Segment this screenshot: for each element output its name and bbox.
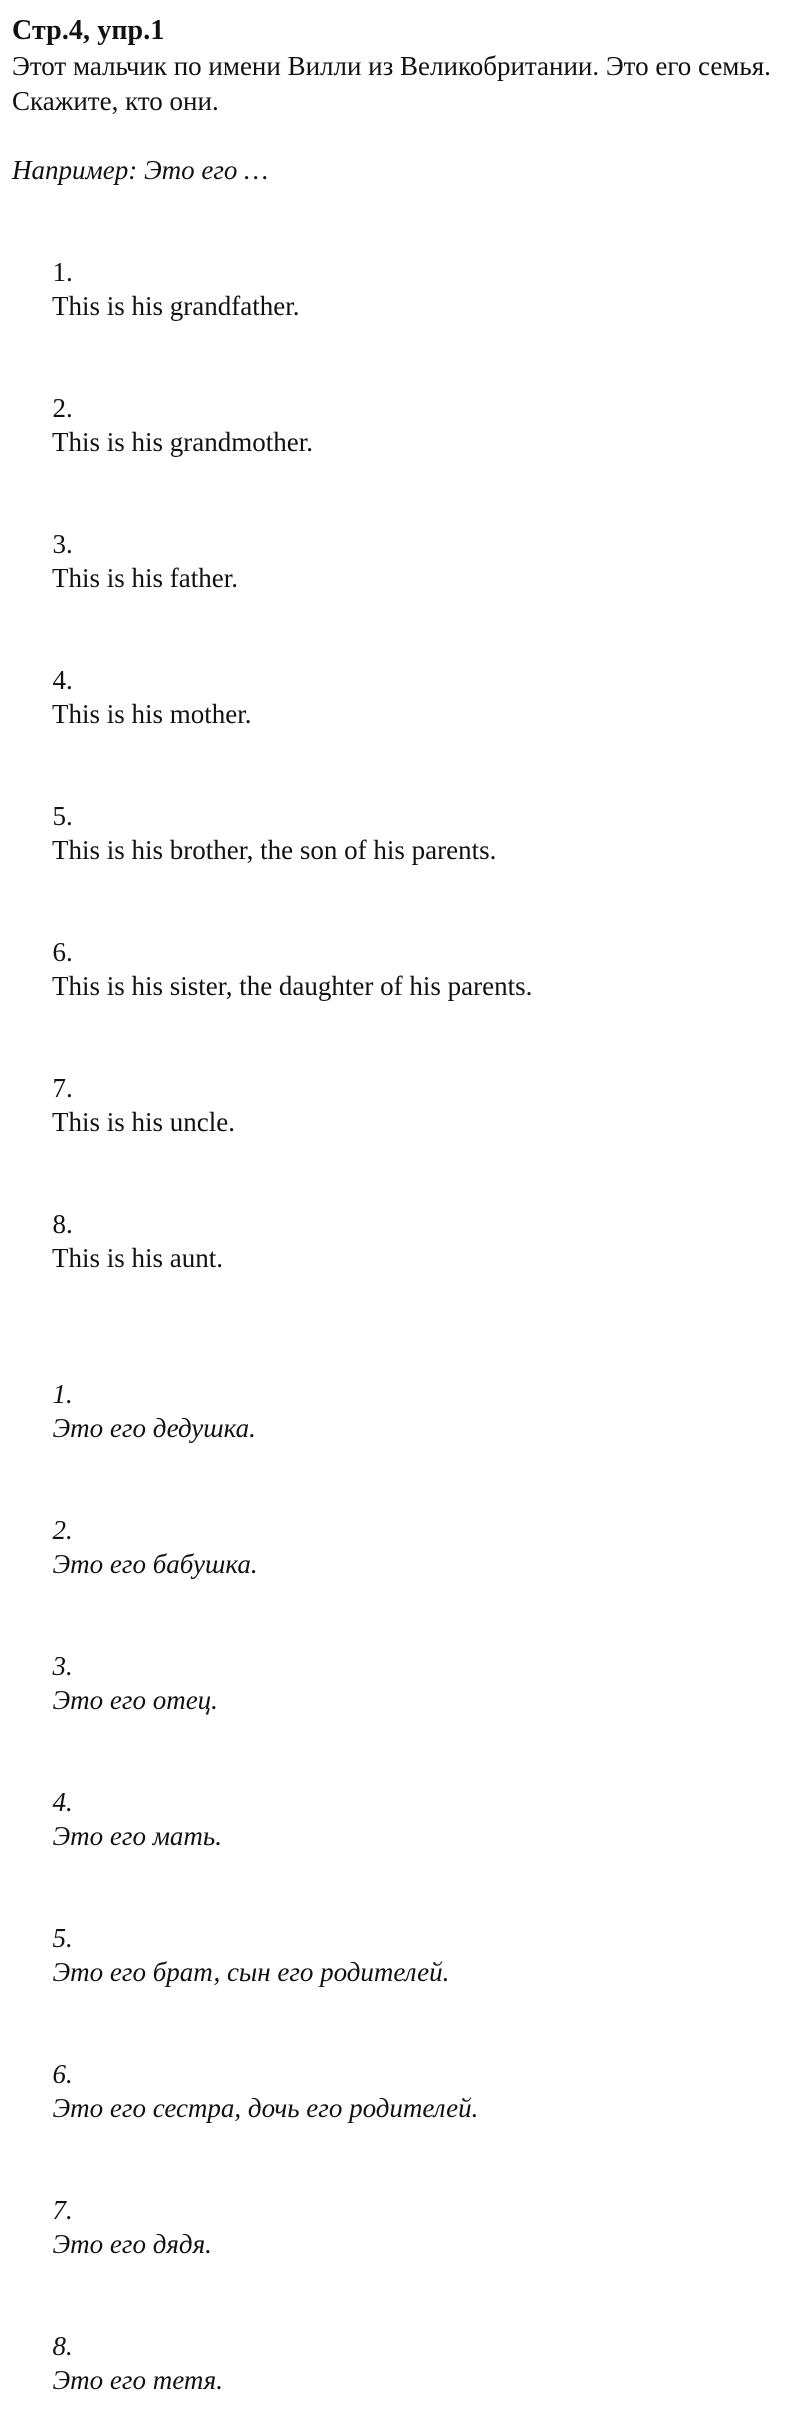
- list-item-number: 2.: [52, 393, 73, 423]
- task-instructions: Этот мальчик по имени Вилли из Великобритании. Это его семья. Скажите, кто они.: [12, 51, 771, 116]
- example-line: Например: Это его …: [12, 155, 269, 185]
- list-item-number: 4.: [52, 665, 73, 695]
- list-item: [12, 1173, 790, 1309]
- list-item-number: 3.: [52, 1651, 73, 1681]
- list-item: [12, 1479, 790, 1615]
- paragraph-spacer-2: [12, 187, 790, 221]
- list-item-text: Это его тетя.: [52, 2365, 223, 2395]
- list-item-text: This is his sister, the daughter of his parents.: [52, 971, 533, 1001]
- list-item-text: This is his brother, the son of his parents.: [52, 835, 497, 865]
- list-item-number: 5.: [52, 1923, 73, 1953]
- list-item: [12, 1887, 790, 2023]
- list-item: [12, 2023, 790, 2159]
- list-item-number: 7.: [52, 2195, 73, 2225]
- list-item-number: 4.: [52, 1787, 73, 1817]
- list-item-number: 5.: [52, 801, 73, 831]
- list-item-number: 6.: [52, 937, 73, 967]
- list-item-number: 1.: [52, 1379, 73, 1409]
- list-item: [12, 2295, 790, 2431]
- list-item: [12, 1751, 790, 1887]
- list-item: [12, 1037, 790, 1173]
- list-item: [12, 357, 790, 493]
- list-item: [12, 1615, 790, 1751]
- list-item-number: 6.: [52, 2059, 73, 2089]
- list-item-text: This is his father.: [52, 563, 238, 593]
- paragraph-spacer-1: [12, 119, 790, 153]
- list-item-text: This is his grandfather.: [52, 291, 300, 321]
- list-item-text: This is his grandmother.: [52, 427, 313, 457]
- list-item-number: 3.: [52, 529, 73, 559]
- list-item-number: 8.: [52, 2331, 73, 2361]
- list-item: [12, 1343, 790, 1479]
- list-item-text: Это его мать.: [52, 1821, 222, 1851]
- list-item: [12, 221, 790, 357]
- list-item-text: This is his mother.: [52, 699, 252, 729]
- list-item-text: This is his uncle.: [52, 1107, 236, 1137]
- list-item-text: Это его брат, сын его родителей.: [52, 1957, 450, 1987]
- list-item-text: This is his aunt.: [52, 1243, 224, 1273]
- list-item: [12, 901, 790, 1037]
- list-item: [12, 629, 790, 765]
- list-item-text: Это его дядя.: [52, 2229, 212, 2259]
- list-item: [12, 765, 790, 901]
- page-title: Стр.4, упр.1: [12, 15, 165, 46]
- list-item-text: Это его бабушка.: [52, 1549, 258, 1579]
- answers-list-english: [12, 221, 790, 1309]
- list-item-number: 7.: [52, 1073, 73, 1103]
- list-item-text: Это его сестра, дочь его родителей.: [52, 2093, 479, 2123]
- list-item-text: Это его дедушка.: [52, 1413, 256, 1443]
- list-item: [12, 2159, 790, 2295]
- answers-list-russian: [12, 1343, 790, 2431]
- list-item-text: Это его отец.: [52, 1685, 218, 1715]
- list-item-number: 2.: [52, 1515, 73, 1545]
- list-item-number: 8.: [52, 1209, 73, 1239]
- list-item: [12, 493, 790, 629]
- paragraph-spacer-3: [12, 1309, 790, 1343]
- list-item-number: 1.: [52, 257, 73, 287]
